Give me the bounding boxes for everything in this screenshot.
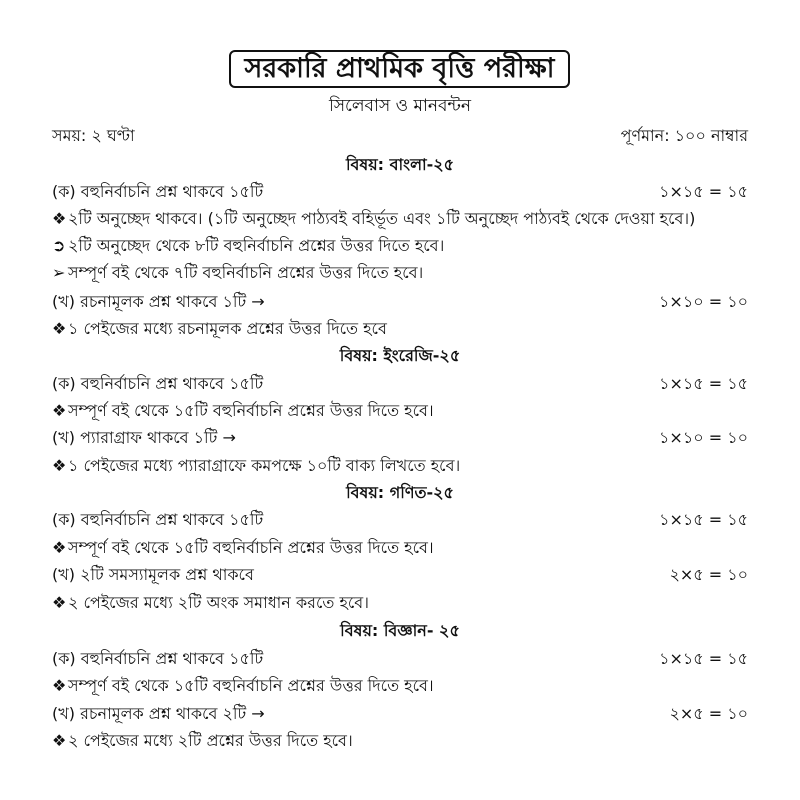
question-text: (খ) প্যারাগ্রাফ থাকবে ১টি → — [52, 428, 236, 447]
note-row — [52, 727, 748, 754]
diamond-bullet-icon: ❖ — [52, 319, 67, 338]
note-text: ২টি অনুচ্ছেদ থেকে ৮টি বহুনির্বাচনি প্রশ্নের উত্তর দিতে হবে। — [68, 236, 445, 255]
question-row — [52, 561, 748, 588]
note-text: সম্পূর্ণ বই থেকে ১৫টি বহুনির্বাচনি প্রশ্নের উত্তর দিতে হবে। — [68, 676, 434, 695]
diamond-bullet-icon: ❖ — [52, 401, 67, 420]
diamond-bullet-icon: ❖ — [52, 731, 67, 750]
note-text: ২টি অনুচ্ছেদ থাকবে। (১টি অনুচ্ছেদ পাঠ্যবই বহির্ভূত এবং ১টি অনুচ্ছেদ পাঠ্যবই থেকে দেওয়া হবে।) — [68, 209, 696, 228]
diamond-bullet-icon: ❖ — [52, 538, 67, 557]
note-row — [52, 315, 748, 342]
section-heading-science: বিষয়: বিজ্ঞান- ২৫ — [340, 621, 460, 640]
note-text: ২ পেইজের মধ্যে ২টি অংক সমাধান করতে হবে। — [68, 593, 369, 612]
note-row — [52, 534, 748, 561]
note-text: সম্পূর্ণ বই থেকে ১৫টি বহুনির্বাচনি প্রশ্নের উত্তর দিতে হবে। — [68, 401, 434, 420]
note-row — [52, 397, 748, 424]
question-row — [52, 506, 748, 533]
question-marks: ২×৫ = ১০ — [669, 565, 748, 584]
question-marks: ১×১০ = ১০ — [659, 292, 748, 311]
page-subtitle: সিলেবাস ও মানবন্টন — [328, 96, 472, 116]
question-text: (খ) রচনামূলক প্রশ্ন থাকবে ১টি → — [52, 292, 265, 311]
diamond-bullet-icon: ❖ — [52, 676, 67, 695]
exam-info-row — [52, 122, 748, 149]
diamond-bullet-icon: ❖ — [52, 456, 67, 475]
question-text: (খ) রচনামূলক প্রশ্ন থাকবে ২টি → — [52, 704, 265, 723]
question-row — [52, 424, 748, 451]
note-text: ২ পেইজের মধ্যে ২টি প্রশ্নের উত্তর দিতে হবে। — [68, 731, 353, 750]
question-text: (ক) বহুনির্বাচনি প্রশ্ন থাকবে ১৫টি — [52, 649, 264, 668]
note-row — [52, 589, 748, 616]
question-marks: ১×১৫ = ১৫ — [659, 182, 748, 201]
note-text: সম্পূর্ণ বই থেকে ৭টি বহুনির্বাচনি প্রশ্নের উত্তর দিতে হবে। — [68, 263, 424, 282]
question-marks: ২×৫ = ১০ — [669, 704, 748, 723]
diamond-bullet-icon: ❖ — [52, 209, 67, 228]
curved-arrow-bullet-icon: ➲ — [52, 236, 66, 255]
note-row — [52, 452, 748, 479]
question-text: (খ) ২টি সমস্যামূলক প্রশ্ন থাকবে — [52, 565, 254, 584]
exam-time: সময়: ২ ঘণ্টা — [52, 126, 135, 145]
exam-full-marks: পূর্ণমান: ১০০ নাম্বার — [620, 126, 748, 145]
question-text: (ক) বহুনির্বাচনি প্রশ্ন থাকবে ১৫টি — [52, 182, 264, 201]
section-heading-math: বিষয়: গণিত-২৫ — [346, 483, 454, 502]
arrowhead-bullet-icon: ➢ — [52, 263, 66, 282]
note-row — [52, 259, 748, 286]
note-row — [52, 232, 748, 259]
note-row — [52, 672, 748, 699]
page-title: সরকারি প্রাথমিক বৃত্তি পরীক্ষা — [229, 50, 570, 88]
question-marks: ১×১৫ = ১৫ — [659, 649, 748, 668]
question-text: (ক) বহুনির্বাচনি প্রশ্ন থাকবে ১৫টি — [52, 374, 264, 393]
question-row — [52, 288, 748, 315]
section-heading-bangla: বিষয়: বাংলা-২৫ — [345, 155, 455, 174]
diamond-bullet-icon: ❖ — [52, 593, 67, 612]
section-heading-english: বিষয়: ইংরেজি-২৫ — [339, 346, 461, 365]
question-row — [52, 645, 748, 672]
question-marks: ১×১৫ = ১৫ — [659, 374, 748, 393]
question-marks: ১×১০ = ১০ — [659, 428, 748, 447]
note-text: সম্পূর্ণ বই থেকে ১৫টি বহুনির্বাচনি প্রশ্নের উত্তর দিতে হবে। — [68, 538, 434, 557]
note-text: ১ পেইজের মধ্যে প্যারাগ্রাফে কমপক্ষে ১০টি বাক্য লিখতে হবে। — [68, 456, 461, 475]
question-marks: ১×১৫ = ১৫ — [659, 510, 748, 529]
question-row — [52, 370, 748, 397]
note-text: ১ পেইজের মধ্যে রচনামূলক প্রশ্নের উত্তর দিতে হবে — [68, 319, 387, 338]
question-text: (ক) বহুনির্বাচনি প্রশ্ন থাকবে ১৫টি — [52, 510, 264, 529]
note-row — [52, 205, 748, 232]
question-row — [52, 700, 748, 727]
question-row — [52, 178, 748, 205]
